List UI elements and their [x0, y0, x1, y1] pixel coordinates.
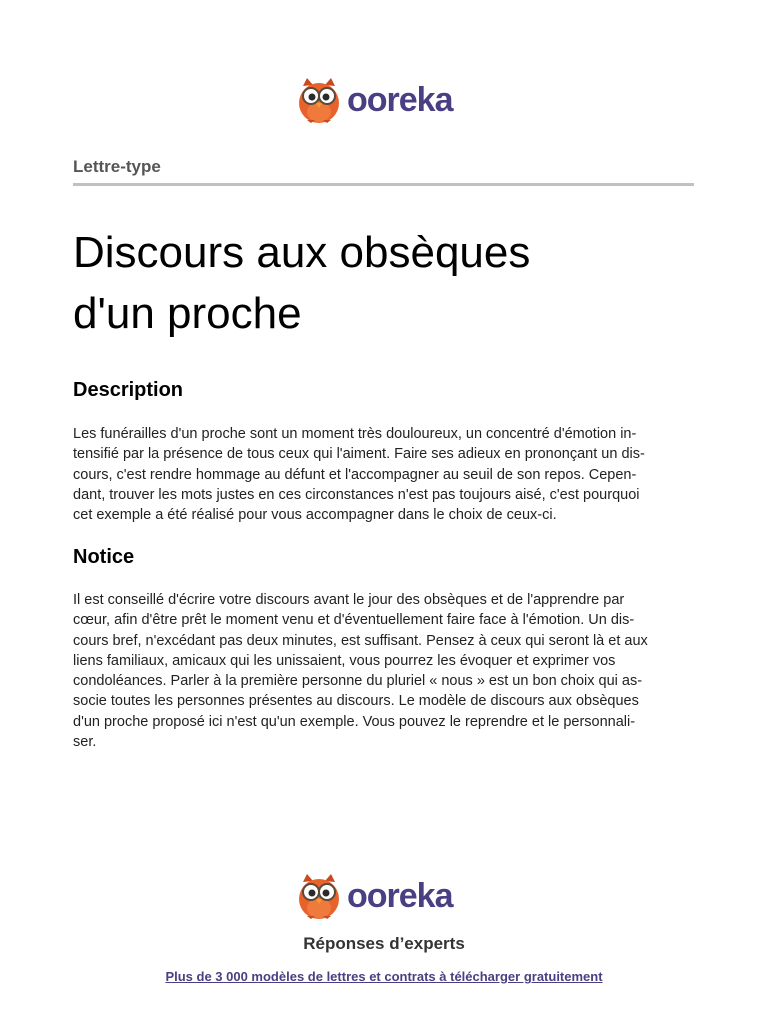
- paragraph-line: Il est conseillé d'écrire votre discours avant le jour des obsèques et de l'apprendre par: [73, 592, 625, 608]
- paragraph-line: cœur, afin d'être prêt le moment venu et d'éventuellement faire face à l'émotion. Un dis-: [73, 612, 635, 629]
- paragraph-line: dant, trouver les mots justes en ces circonstances n'est pas toujours aisé, c'est pourquoi: [73, 486, 640, 503]
- paragraph-line: condoléances. Parler à la première personne du pluriel « nous » est un bon choix qui as-: [73, 673, 643, 690]
- ooreka-logo-header[interactable]: [297, 76, 453, 124]
- paragraph-line: ser.: [73, 734, 97, 751]
- divider: [73, 183, 694, 186]
- paragraph-line: tensifié par la présence de tous ceux qui l'aiment. Faire ses adieux en prononçant un dis-: [73, 446, 645, 463]
- paragraph-line: cours, c'est rendre hommage au défunt et l'accompagner au seuil de son repos. Cepen-: [73, 466, 637, 483]
- templates-download-link[interactable]: Plus de 3 000 modèles de lettres et contrats à télécharger gratuitement: [165, 969, 603, 984]
- paragraph-line: cours bref, n'excédant pas deux minutes, est suffisant. Pensez à ceux qui seront là et aux: [73, 632, 648, 649]
- owl-logo-icon: [297, 872, 341, 920]
- paragraph-line: socie toutes les personnes présentes au discours. Le modèle de discours aux obsèques: [73, 693, 639, 710]
- notice-paragraph: [73, 590, 691, 752]
- owl-logo-icon: [297, 76, 341, 124]
- description-paragraph: [73, 424, 691, 525]
- section-heading-description: Description: [73, 379, 184, 401]
- paragraph-line: cet exemple a été réalisé pour vous accompagner dans le choix de ceux-ci.: [73, 507, 557, 524]
- title-line-2: d'un proche: [73, 289, 302, 338]
- title-line-1: Discours aux obsèques: [73, 228, 531, 277]
- document-type-label: Lettre-type: [73, 157, 161, 176]
- brand-name: ooreka: [347, 877, 453, 915]
- paragraph-line: liens familiaux, amicaux qui les unissaient, vous pourrez les évoquer et exprimer vos: [73, 652, 616, 669]
- ooreka-logo-footer[interactable]: [297, 872, 453, 920]
- footer-tagline: Réponses d’experts: [303, 934, 465, 953]
- brand-name: ooreka: [347, 81, 453, 119]
- paragraph-line: d'un proche proposé ici n'est qu'un exemple. Vous pouvez le reprendre et le personnali-: [73, 713, 636, 730]
- section-heading-notice: Notice: [73, 546, 135, 568]
- paragraph-line: Les funérailles d'un proche sont un moment très douloureux, un concentré d'émotion in-: [73, 426, 637, 442]
- page-title: [73, 222, 693, 344]
